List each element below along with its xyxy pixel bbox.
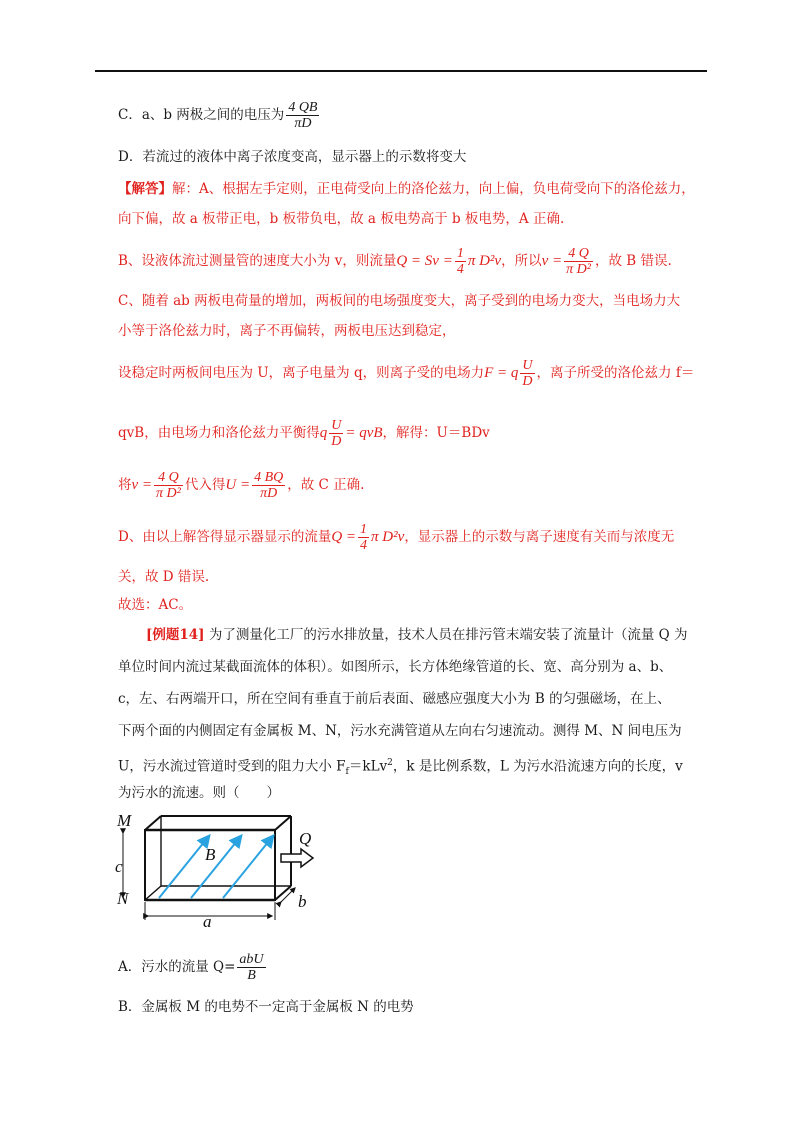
answer-line-6: 设稳定时两板间电压为 U，离子电量为 q，则离子受的电场力F = q $\frac{U}{D}$ ，离子所受的洛伦兹力 f＝ — [118, 358, 695, 389]
answer-line-2: 向下偏，故 a 板带正电，b 板带负电，故 a 板电势高于 b 板电势，A 正确. — [118, 211, 565, 227]
example-line-2: 单位时间内流过某截面流体的体积）。如图所示，长方体绝缘管道的长、宽、高分别为 a、b、 — [118, 659, 673, 675]
option-b: B．金属板 M 的电势不一定高于金属板 N 的电势 — [118, 999, 414, 1015]
option-c — [118, 100, 321, 131]
field-arrow-3 — [223, 836, 273, 898]
box-front-face — [145, 830, 275, 900]
field-arrow-1 — [159, 836, 209, 898]
answer-line-10: 关，故 D 错误. — [118, 569, 210, 585]
header-rule — [95, 70, 707, 72]
example-line-3: c，左、右两端开口，所在空间有垂直于前后表面、磁感应强度大小为 B 的匀强磁场，在上、 — [118, 691, 671, 707]
option-d: D．若流过的液体中离子浓度变高，显示器上的示数将变大 — [118, 149, 467, 165]
answer-line-9: D、由以上解答得显示器显示的流量Q = $\frac{1}{4}$ π D²v，显示器上的示数与离子速度有关而与浓度无 — [118, 522, 675, 553]
label-a: a — [203, 912, 212, 931]
b-dimension — [281, 888, 295, 902]
label-q: Q — [299, 829, 312, 848]
answer-line-8: 将v = $\frac{4 Q}{\text{π D²}}$ 代入得U = $\frac{4 BQ}{\pi D}$ ，故 C 正确. — [118, 470, 365, 501]
example-line-6: 为污水的流速。则（ ） — [118, 785, 280, 801]
flow-meter-figure — [115, 806, 335, 932]
option-a — [118, 952, 268, 983]
answer-line-1: 【解答】解：A、根据左手定则，正电荷受向上的洛伦兹力，向上偏，负电荷受向下的洛伦兹力， — [118, 181, 695, 197]
flow-q-arrow — [281, 849, 313, 867]
example-line-5: U，污水流过管道时受到的阻力大小 $F_f=kLv^2$，k 是比例系数，L 为污水沿流速方向的长度，v — [118, 758, 683, 778]
label-m: M — [117, 811, 132, 830]
example-line-4: 下两个面的内侧固定有金属板 M、N，污水充满管道从左向右匀速流动。测得 M、N 间电压为 — [118, 723, 682, 739]
option-a-text: A．污水的流量 Q= — [118, 959, 236, 975]
label-n: N — [117, 889, 129, 908]
answer-line-7: qvB，由电场力和洛伦兹力平衡得q $\frac{U}{D}$ = qvB，解得：U＝BDv — [118, 418, 490, 449]
example-label: [例题14] — [146, 627, 205, 643]
answer-label: 【解答】 — [118, 181, 172, 197]
option-c-text: C．a、b 两极之间的电压为 — [118, 107, 285, 123]
answer-line-4: C、随着 ab 两板电荷量的增加，两板间的电场强度变大，离子受到的电场力变大，当电场力大 — [118, 293, 681, 309]
answer-line-11: 故选：AC。 — [118, 597, 193, 613]
label-c: c — [115, 857, 123, 876]
field-arrow-2 — [191, 836, 241, 898]
label-b-width: b — [298, 892, 307, 911]
example-line-1: [例题14] 为了测量化工厂的污水排放量，技术人员在排污管末端安装了流量计（流量 Q 为 — [146, 627, 688, 643]
option-c-fraction: $\frac{4 QB}{\pi D}$ — [288, 100, 318, 131]
option-a-fraction: abU B — [239, 952, 264, 983]
label-b-field: B — [205, 845, 216, 864]
answer-line-5: 小等于洛伦兹力时，离子不再偏转，两板电压达到稳定， — [118, 323, 456, 339]
answer-line-3: B、设液体流过测量管的速度大小为 v，则流量Q = Sv = $\frac{1}{4}$ π D²v，所以v = $\frac{4 Q}{\text{π D²}}$ ，故 B 错误. — [118, 246, 672, 277]
